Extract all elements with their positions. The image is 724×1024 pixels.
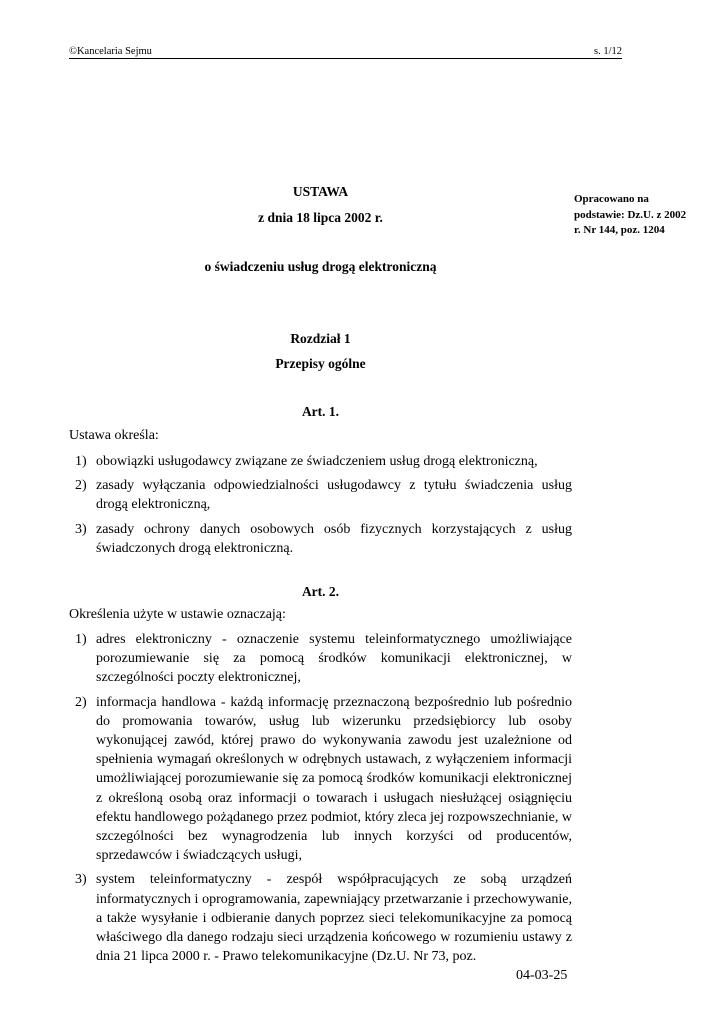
- list-item: [69, 870, 572, 966]
- list-item-text: adres elektroniczny - oznaczenie systemu teleinformatycznego umożliwiające porozumiewanie się za pomocą środków komunikacji elektronicznej, w szczególności poczty elektronicznej,: [96, 632, 572, 686]
- art1-list: [69, 452, 572, 563]
- list-item-number: 3): [75, 521, 87, 537]
- list-item-text: zasady wyłączania odpowiedzialności usługodawcy z tytułu świadczenia usług drogą elektroniczną,: [96, 478, 572, 513]
- art2-intro: Określenia użyte w ustawie oznaczają:: [69, 607, 286, 622]
- list-item-number: 1): [75, 454, 87, 469]
- list-item: [69, 452, 572, 471]
- chapter-number: Rozdział 1: [290, 331, 351, 346]
- list-item-number: 3): [75, 872, 87, 888]
- art1-heading: Art. 1.: [301, 404, 340, 419]
- list-item: [69, 520, 572, 558]
- source-note: Opracowano na podstawie: Dz.U. z 2002 r. Nr 144, poz. 1204: [574, 193, 687, 236]
- list-item-number: 1): [75, 632, 87, 647]
- list-item-text: zasady ochrony danych osobowych osób fizycznych korzystających z usług świadczonych drogą elektroniczną.: [96, 521, 572, 556]
- list-item-text: obowiązki usługodawcy związane ze świadczeniem usług drogą elektroniczną,: [96, 454, 538, 469]
- art1-intro: Ustawa określa:: [69, 428, 159, 443]
- page-header-source: ©Kancelaria Sejmu: [69, 46, 152, 57]
- act-date: z dnia 18 lipca 2002 r.: [258, 210, 383, 225]
- list-item-text: informacja handlowa - każdą informację przeznaczoną bezpośrednio lub pośrednio do promowania towarów, usług lub wizerunku przedsiębiorcy lub osoby wykonującej zawód, której prawo do wykonywania zawodu jest uzależnione od spełnienia wymagań określonych w odrębnych ustawach, z wyłączeniem informacji umożliwiającej porozumiewanie się za pomocą środków komunikacji elektronicznej z określoną osobą oraz informacji o towarach i usługach niesłużącej osiągnięciu efektu handlowego pożądanego przez podmiot, który zleca jej rozpowszechnianie, w szczególności bez wynagrodzenia lub innych korzyści od producentów, sprzedawców i świadczących usługi,: [96, 694, 572, 864]
- art2-list: [69, 630, 572, 971]
- list-item: [69, 476, 572, 514]
- list-item-number: 2): [75, 478, 87, 494]
- art2-heading: Art. 2.: [301, 584, 340, 599]
- chapter-title: Przepisy ogólne: [275, 356, 366, 371]
- header-rule: [69, 58, 622, 59]
- act-type-title: USTAWA: [292, 184, 349, 199]
- list-item: [69, 630, 572, 688]
- act-subject: o świadczeniu usług drogą elektroniczną: [204, 259, 437, 274]
- list-item: [69, 693, 572, 866]
- footer-date: 04-03-25: [516, 968, 568, 983]
- list-item-text: system teleinformatyczny - zespół współpracujących ze sobą urządzeń informatycznych i oprogramowania, zapewniający przetwarzanie i przechowywanie, a także wysyłanie i odbieranie danych poprzez sieci telekomunikacyjne za pomocą właściwego dla danego rodzaju sieci urządzenia końcowego w rozumieniu ustawy z dnia 21 lipca 2000 r. - Prawo telekomunikacyjne (Dz.U. Nr 73, poz.: [96, 872, 572, 965]
- list-item-number: 2): [75, 694, 87, 710]
- page-number: s. 1/12: [593, 46, 622, 57]
